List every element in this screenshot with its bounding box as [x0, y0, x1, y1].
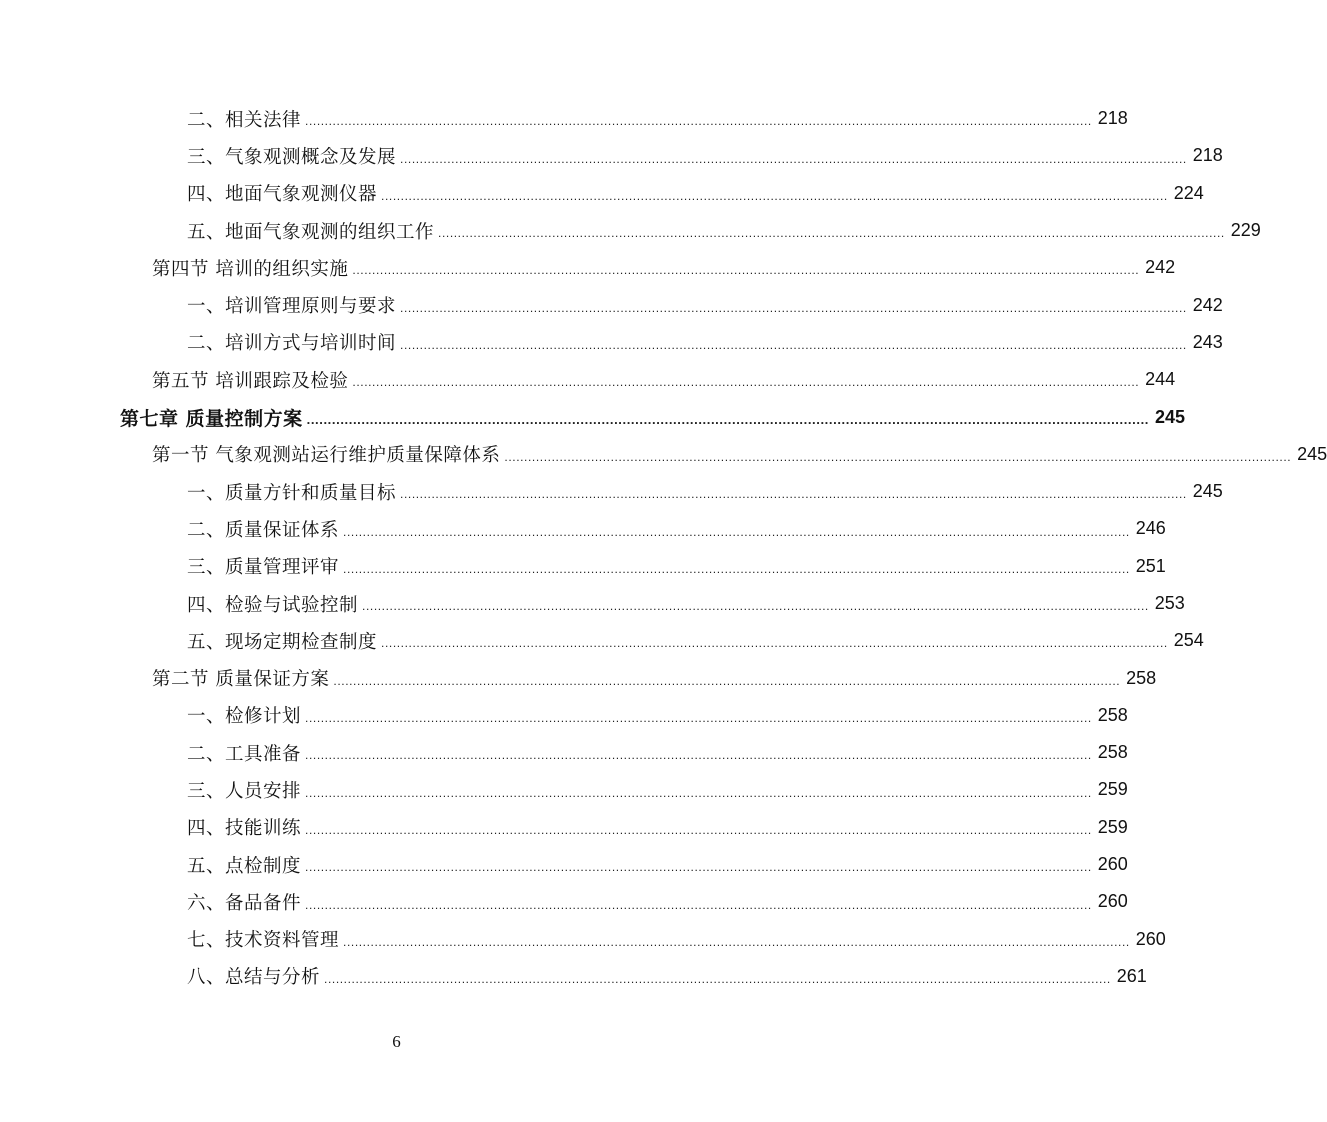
toc-entry-page: 242 [1145, 257, 1176, 278]
toc-entry-title: 五、地面气象观测的组织工作 [187, 221, 435, 243]
toc-dot-leader: ........................................................................................................................................................................................................ [343, 561, 1130, 576]
toc-dot-leader: ........................................................................................................................................................................................................ [438, 226, 1225, 241]
toc-entry-page: 254 [1173, 630, 1204, 651]
toc-entry-title: 第二节 质量保证方案 [152, 669, 330, 691]
toc-subsection-entry[interactable] [0, 324, 1223, 361]
toc-entry-page: 260 [1097, 854, 1128, 875]
toc-subsection-entry[interactable] [0, 622, 1204, 659]
toc-subsection-entry[interactable] [0, 100, 1128, 137]
toc-section-entry[interactable] [0, 361, 1176, 398]
toc-entry-page: 259 [1097, 816, 1128, 837]
toc-dot-leader: ........................................................................................................................................................................................................ [343, 524, 1130, 539]
page-number: 6 [392, 1032, 401, 1051]
toc-dot-leader: ........................................................................................................................................................................................................ [381, 188, 1168, 203]
toc-subsection-entry[interactable] [0, 921, 1166, 958]
toc-entry-page: 245 [1192, 481, 1223, 502]
toc-entry-page: 243 [1192, 331, 1223, 352]
toc-dot-leader: ........................................................................................................................................................................................................ [400, 338, 1187, 353]
toc-entry-page: 260 [1135, 928, 1166, 949]
toc-dot-leader: ........................................................................................................................................................................................................ [381, 636, 1168, 651]
toc-entry-page: 246 [1135, 518, 1166, 539]
toc-entry-title: 二、培训方式与培训时间 [187, 333, 397, 355]
toc-entry-title: 第一节 气象观测站运行维护质量保障体系 [152, 445, 501, 467]
toc-subsection-entry[interactable] [0, 771, 1128, 808]
toc-entry-page: 224 [1173, 182, 1204, 203]
toc-entry-title: 三、人员安排 [187, 780, 302, 802]
toc-dot-leader: ........................................................................................................................................................................................................ [343, 934, 1130, 949]
toc-entry-page: 260 [1097, 891, 1128, 912]
toc-entry-page: 258 [1097, 742, 1128, 763]
toc-entry-title: 五、现场定期检查制度 [187, 631, 378, 653]
toc-entry-title: 六、备品备件 [187, 892, 302, 914]
toc-subsection-entry[interactable] [0, 286, 1223, 323]
toc-entry-page: 258 [1126, 667, 1157, 688]
toc-subsection-entry[interactable] [0, 548, 1166, 585]
toc-dot-leader: ........................................................................................................................................................................................................ [305, 822, 1092, 837]
toc-entry-page: 261 [1116, 965, 1147, 986]
toc-dot-leader: ........................................................................................................................................................................................................ [306, 411, 1149, 427]
toc-entry-page: 253 [1154, 593, 1185, 613]
toc-entry-page: 244 [1145, 369, 1176, 390]
toc-entry-title: 三、气象观测概念及发展 [187, 146, 397, 168]
toc-subsection-entry[interactable] [0, 510, 1166, 547]
toc-dot-leader: ........................................................................................................................................................................................................ [324, 972, 1111, 987]
toc-entry-page: 229 [1230, 220, 1261, 241]
toc-section-entry[interactable] [0, 249, 1176, 286]
toc-entry-title: 八、总结与分析 [187, 967, 321, 989]
toc-entry-title: 第七章 质量控制方案 [120, 407, 303, 430]
toc-subsection-entry[interactable] [0, 883, 1128, 920]
toc-dot-leader: ........................................................................................................................................................................................................ [305, 860, 1092, 875]
toc-dot-leader: ........................................................................................................................................................................................................ [362, 599, 1149, 614]
toc-dot-leader: ........................................................................................................................................................................................................ [504, 449, 1292, 464]
toc-entry-title: 二、质量保证体系 [187, 519, 340, 541]
toc-dot-leader: ........................................................................................................................................................................................................ [305, 114, 1092, 129]
toc-entry-title: 四、地面气象观测仪器 [187, 184, 378, 206]
toc-entry-title: 一、检修计划 [187, 706, 302, 728]
toc-entry-page: 251 [1135, 555, 1166, 576]
toc-entry-title: 三、质量管理评审 [187, 557, 340, 579]
table-of-contents [0, 100, 1327, 995]
toc-entry-page: 245 [1154, 406, 1185, 427]
toc-entry-page: 245 [1297, 443, 1327, 464]
toc-entry-title: 七、技术资料管理 [187, 930, 340, 952]
toc-dot-leader: ........................................................................................................................................................................................................ [400, 300, 1187, 315]
toc-dot-leader: ........................................................................................................................................................................................................ [352, 375, 1140, 390]
toc-entry-page: 258 [1097, 704, 1128, 725]
toc-entry-title: 第四节 培训的组织实施 [152, 258, 349, 280]
toc-dot-leader: ........................................................................................................................................................................................................ [305, 711, 1092, 726]
toc-entry-title: 二、相关法律 [187, 109, 302, 131]
toc-entry-title: 四、技能训练 [187, 818, 302, 840]
toc-entry-title: 一、培训管理原则与要求 [187, 296, 397, 318]
toc-dot-leader: ........................................................................................................................................................................................................ [400, 151, 1187, 166]
toc-entry-title: 四、检验与试验控制 [187, 594, 359, 616]
toc-dot-leader: ........................................................................................................................................................................................................ [352, 263, 1140, 278]
toc-subsection-entry[interactable] [0, 958, 1147, 995]
toc-entry-title: 一、质量方针和质量目标 [187, 482, 397, 504]
toc-dot-leader: ........................................................................................................................................................................................................ [305, 785, 1092, 800]
toc-entry-title: 五、点检制度 [187, 855, 302, 877]
toc-dot-leader: ........................................................................................................................................................................................................ [400, 487, 1187, 502]
toc-subsection-entry[interactable] [0, 175, 1204, 212]
toc-subsection-entry[interactable] [0, 697, 1128, 734]
toc-subsection-entry[interactable] [0, 585, 1185, 622]
toc-section-entry[interactable] [0, 659, 1157, 696]
toc-subsection-entry[interactable] [0, 212, 1261, 249]
toc-subsection-entry[interactable] [0, 473, 1223, 510]
toc-entry-title: 二、工具准备 [187, 743, 302, 765]
toc-subsection-entry[interactable] [0, 137, 1223, 174]
toc-entry-page: 218 [1097, 108, 1128, 129]
toc-section-entry[interactable] [0, 436, 1327, 473]
toc-chapter-entry[interactable] [0, 398, 1185, 435]
toc-dot-leader: ........................................................................................................................................................................................................ [333, 673, 1121, 688]
toc-subsection-entry[interactable] [0, 846, 1128, 883]
toc-dot-leader: ........................................................................................................................................................................................................ [305, 897, 1092, 912]
toc-subsection-entry[interactable] [0, 734, 1128, 771]
toc-subsection-entry[interactable] [0, 809, 1128, 846]
toc-entry-title: 第五节 培训跟踪及检验 [152, 370, 349, 392]
toc-entry-page: 242 [1192, 294, 1223, 315]
toc-entry-page: 218 [1192, 145, 1223, 166]
toc-entry-page: 259 [1097, 779, 1128, 800]
toc-dot-leader: ........................................................................................................................................................................................................ [305, 748, 1092, 763]
